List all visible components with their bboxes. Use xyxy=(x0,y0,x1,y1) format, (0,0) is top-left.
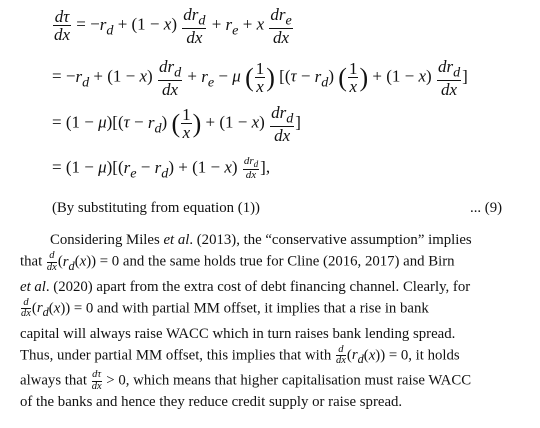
para-line-1: Considering Miles et al. (2013), the “conservative assumption” implies xyxy=(50,232,472,248)
equation-number: ... (9) xyxy=(470,200,503,216)
para-line-5: capital will always raise WACC which in turn raises bank lending spread. xyxy=(20,325,456,342)
body-paragraph xyxy=(20,230,532,413)
para-line-6: Thus, under partial MM offset, this implies that with $\frac{d}{dx}$ $(r_d(x)) = 0$, it holds xyxy=(20,343,460,367)
para-line-4: $\frac{d}{dx}$ $(r_d(x)) = 0$ and with partial MM offset, it implies that a rise in bank xyxy=(21,296,429,320)
para-line-2: that $\frac{d}{dx}$ $(r_d(x)) = 0$ and the same holds true for Cline (2016, 2017) and Birn xyxy=(20,250,455,273)
equation-note: (By substituting from equation (1)) xyxy=(52,200,260,216)
equation-line-1: $\frac{d\tau}{dx}$ = $-r_d + (1 - x)$ $\frac{dr_d}{dx}$ + $r_e + x$ $\frac{dr_e}{dx}$ xyxy=(54,5,292,47)
equation-line-2: = $-r_d + (1 - x)$ $\frac{dr_d}{dx}$ + $r_e - \mu$ ( $\frac{1}{x}$ ) [$(\tau - r_d)$ ( $\frac{1}{x}$ ) + (1 − x) $\frac{dr_d}{dx}$ ] xyxy=(52,57,468,99)
para-line-7: always that $\frac{d\tau}{dx}$ > 0, which means that higher capitalisation must raise WACC xyxy=(20,369,472,392)
equation-line-4: = $(1 - \mu)[(r_e - r_d) + (1 - x)$ $\frac{dr_d}{dx}$ ], xyxy=(52,155,271,182)
equation-line-3: = $(1 - \mu)[(\tau - r_d)$ ( $\frac{1}{x}$ ) + (1 − x) $\frac{dr_d}{dx}$ ] xyxy=(52,103,301,145)
para-line-3: et al. (2020) apart from the extra cost of debt financing channel. Clearly, for xyxy=(20,278,471,295)
para-line-8: of the banks and hence they reduce credit supply or raise spread. xyxy=(20,394,403,411)
